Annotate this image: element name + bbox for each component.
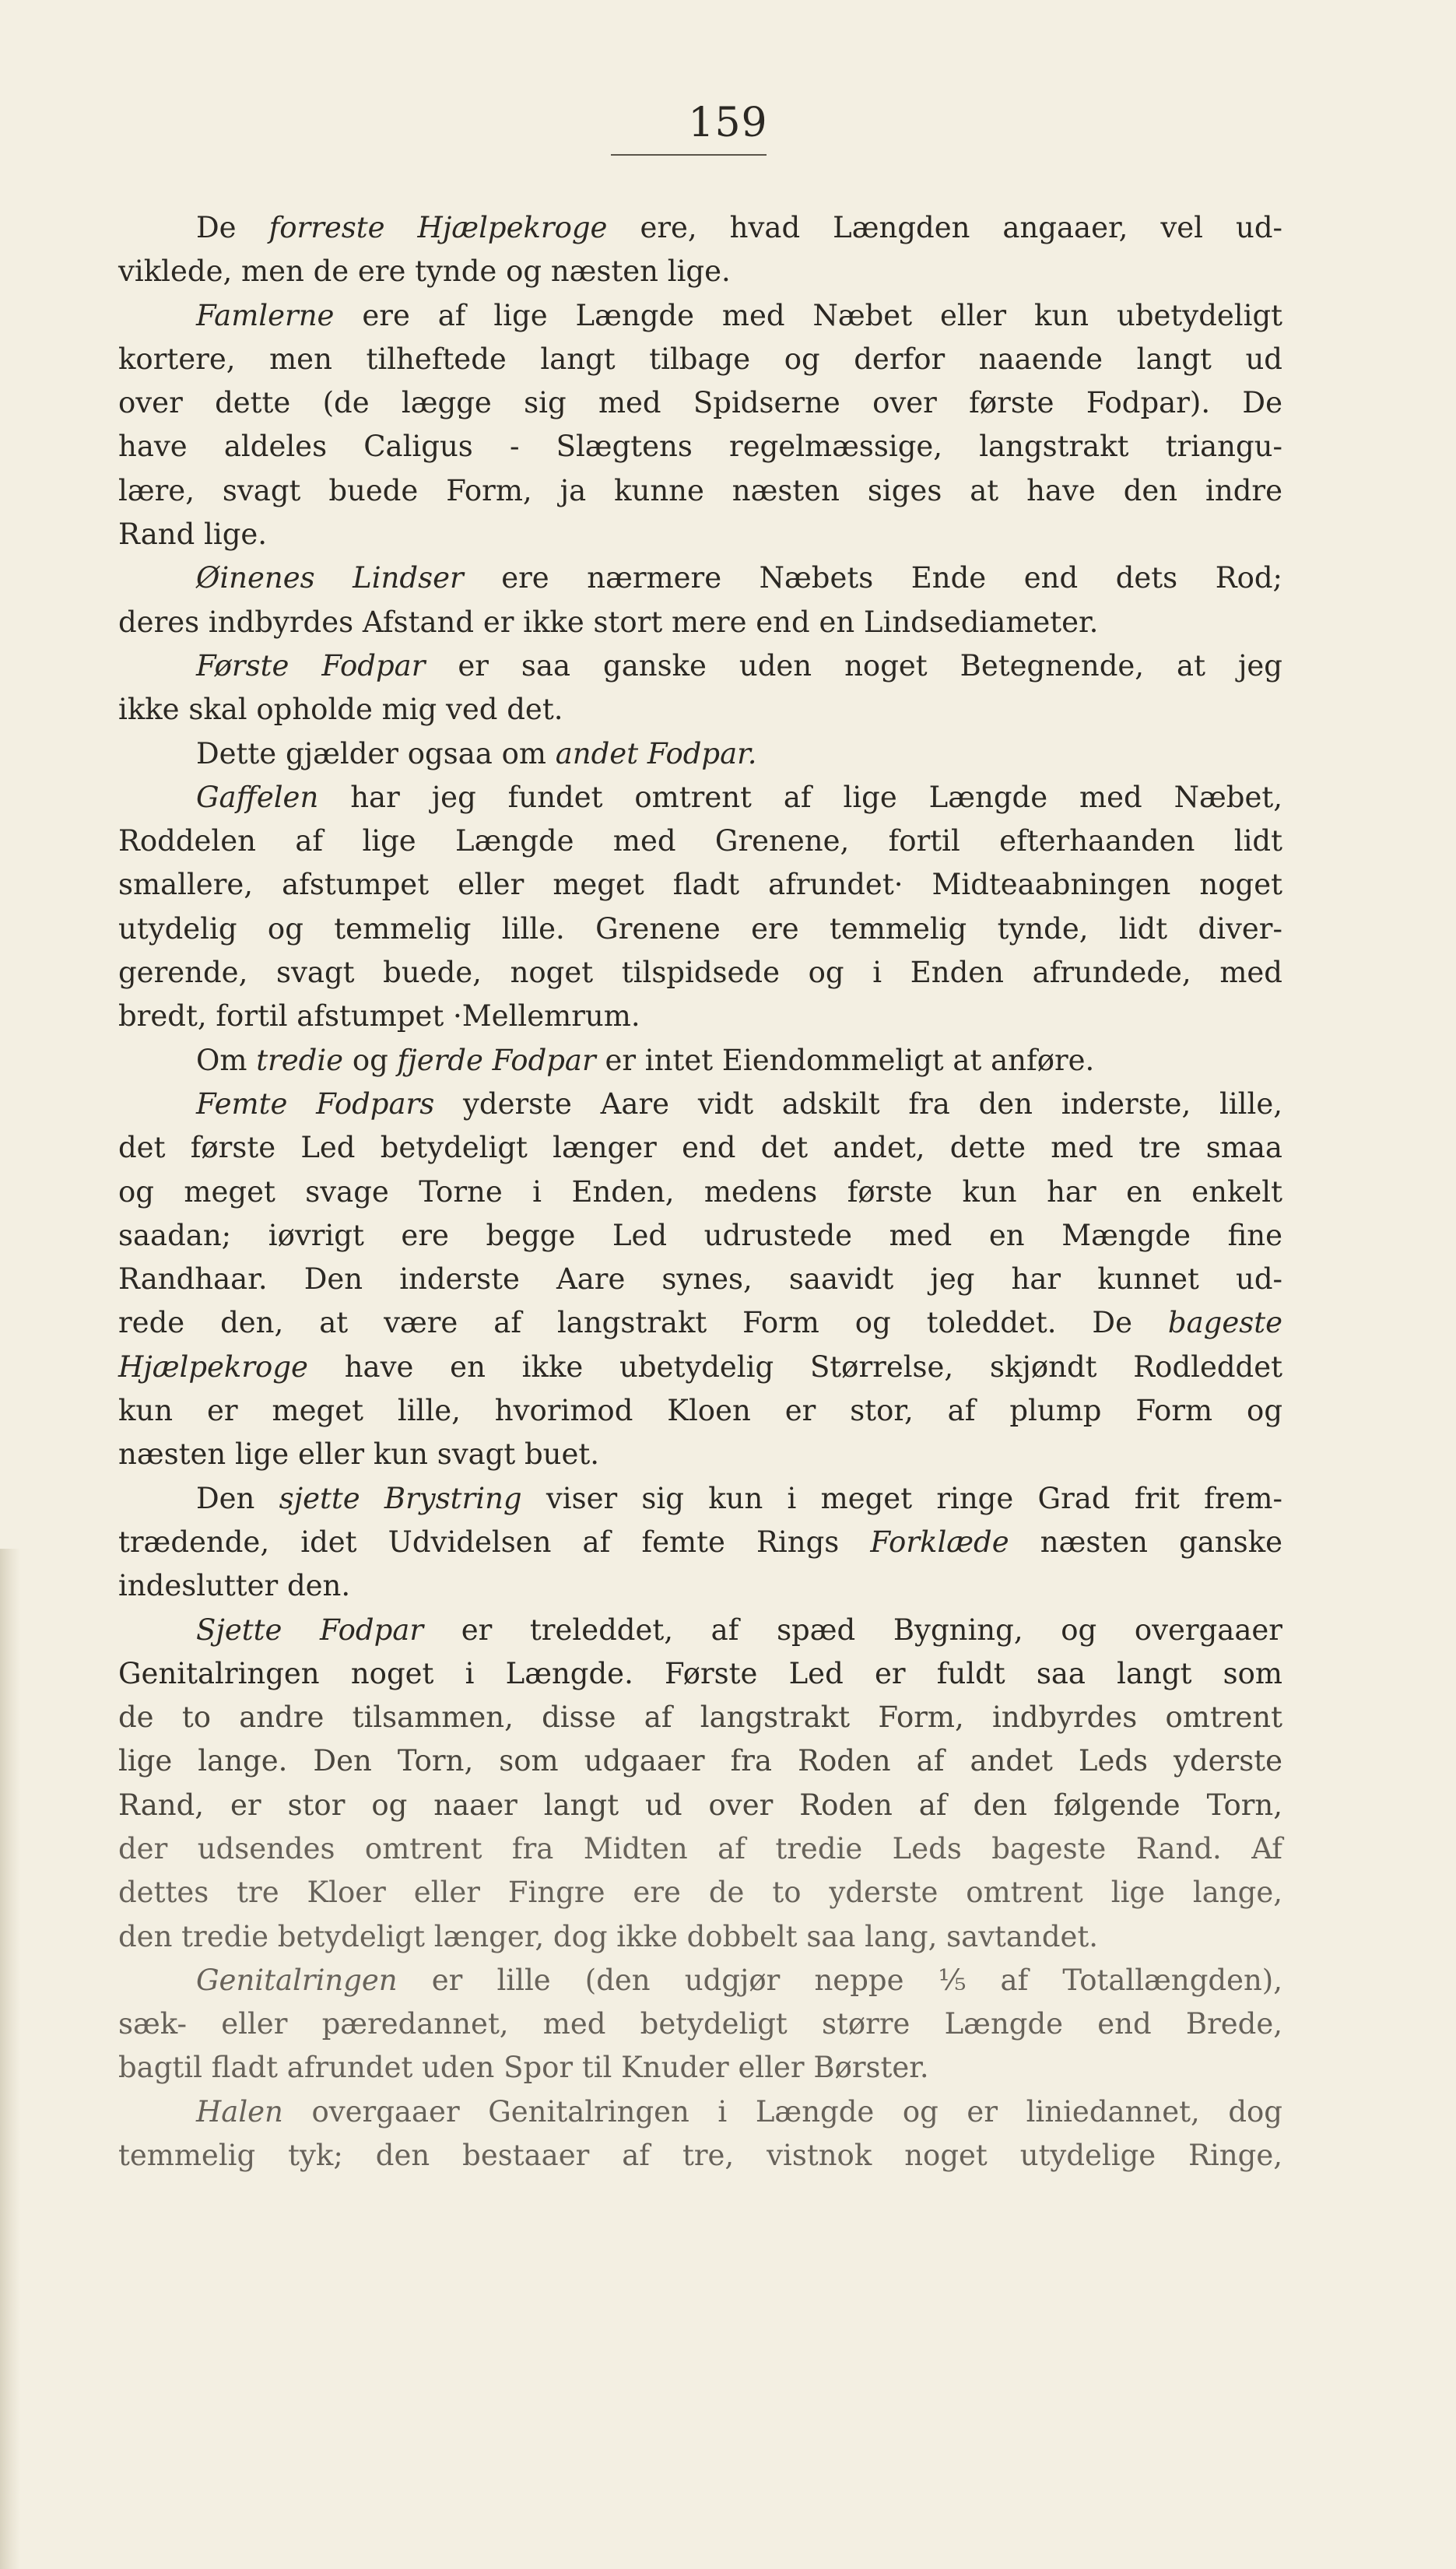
body-text xyxy=(118,206,1282,2178)
italic-term: andet Fodpar. xyxy=(555,736,757,770)
text-segment: lige lange. Den Torn, som udgaaer fra Roden af andet Leds yderste xyxy=(118,1744,1282,1778)
text-segment: indeslutter den. xyxy=(118,1569,351,1603)
italic-term: bageste xyxy=(1167,1306,1282,1340)
italic-term: Hjælpekroge xyxy=(118,1349,308,1384)
text-segment: er treleddet, af spæd Bygning, og overgaaer xyxy=(423,1613,1282,1647)
text-line xyxy=(118,732,1282,776)
text-line xyxy=(118,1564,1282,1608)
text-line xyxy=(118,1871,1282,1914)
italic-term: fjerde Fodpar xyxy=(397,1043,596,1077)
text-line xyxy=(118,601,1282,644)
text-segment: bagtil fladt afrundet uden Spor til Knuder eller Børster. xyxy=(118,2051,929,2085)
text-line xyxy=(118,206,1282,250)
text-segment: over dette (de lægge sig med Spidserne over første Fodpar). De xyxy=(118,386,1282,420)
text-segment: smallere, afstumpet eller meget fladt afrundet· Midteaabningen noget xyxy=(118,868,1282,902)
text-segment: saadan; iøvrigt ere begge Led udrustede med en Mængde fine xyxy=(118,1218,1282,1252)
text-segment: Randhaar. Den inderste Aare synes, saavidt jeg har kunnet ud- xyxy=(118,1262,1282,1297)
text-line xyxy=(118,1083,1282,1126)
text-segment: er lille (den udgjør neppe ⅕ af Totallængden), xyxy=(397,1963,1282,1997)
italic-term: Gaffelen xyxy=(196,780,319,814)
text-segment: den tredie betydeligt længer, dog ikke dobbelt saa lang, savtandet. xyxy=(118,1919,1099,1953)
text-segment: Genitalringen noget i Længde. Første Led er fuldt saa langt som xyxy=(118,1656,1282,1690)
text-line xyxy=(118,2090,1282,2134)
italic-term: forreste Hjælpekroge xyxy=(268,211,608,244)
text-line xyxy=(118,1739,1282,1783)
text-segment: og meget svage Torne i Enden, medens første kun har en enkelt xyxy=(118,1174,1282,1209)
text-line xyxy=(118,1301,1282,1345)
text-segment: har jeg fundet omtrent af lige Længde med Næbet, xyxy=(318,780,1282,814)
text-line xyxy=(118,1652,1282,1696)
text-segment: De xyxy=(196,211,269,244)
text-line xyxy=(118,2002,1282,2046)
italic-term: Famlerne xyxy=(196,298,335,332)
text-line xyxy=(118,776,1282,819)
text-segment: kortere, men tilheftede langt tilbage og derfor naaende langt ud xyxy=(118,342,1282,376)
text-line xyxy=(118,819,1282,863)
text-segment: lære, svagt buede Form, ja kunne næsten siges at have den indre xyxy=(118,473,1282,507)
text-line xyxy=(118,644,1282,688)
text-segment: kun er meget lille, hvorimod Kloen er stor, af plump Form og xyxy=(118,1394,1282,1428)
text-segment: er saa ganske uden noget Betegnende, at jeg xyxy=(425,648,1282,683)
text-line xyxy=(118,2134,1282,2178)
text-segment: de to andre tilsammen, disse af langstrakt Form, indbyrdes omtrent xyxy=(118,1700,1282,1735)
italic-term: tredie xyxy=(256,1043,344,1077)
text-line xyxy=(118,1214,1282,1258)
text-segment: Den xyxy=(196,1481,279,1515)
text-segment: Rand, er stor og naaer langt ud over Roden af den følgende Torn, xyxy=(118,1788,1282,1822)
text-line xyxy=(118,863,1282,907)
text-segment: viser sig kun i meget ringe Grad frit frem- xyxy=(521,1481,1282,1515)
text-line xyxy=(118,1039,1282,1083)
text-line xyxy=(118,1959,1282,2002)
italic-term: Første Fodpar xyxy=(196,648,426,683)
text-segment: der udsendes omtrent fra Midten af tredie Leds bageste Rand. Af xyxy=(118,1831,1282,1865)
text-line xyxy=(118,1784,1282,1827)
text-line xyxy=(118,1609,1282,1652)
text-line xyxy=(118,1170,1282,1214)
text-segment: Dette gjælder ogsaa om xyxy=(196,736,556,770)
text-segment: dettes tre Kloer eller Fingre ere de to yderste omtrent lige lange, xyxy=(118,1876,1282,1910)
text-line xyxy=(118,1696,1282,1739)
text-segment: sæk- eller pæredannet, med betydeligt større Længde end Brede, xyxy=(118,2007,1282,2041)
text-segment: yderste Aare vidt adskilt fra den inderste, lille, xyxy=(434,1086,1282,1121)
text-line xyxy=(118,1389,1282,1433)
text-line xyxy=(118,688,1282,732)
italic-term: Genitalringen xyxy=(196,1963,398,1997)
text-line xyxy=(118,381,1282,425)
page-number: 159 xyxy=(688,100,768,146)
page-edge-shadow xyxy=(0,1549,20,2569)
text-segment: trædende, idet Udvidelsen af femte Rings xyxy=(118,1525,871,1559)
text-segment: deres indbyrdes Afstand er ikke stort mere end en Lindsediameter. xyxy=(118,605,1099,639)
text-line xyxy=(118,1915,1282,1959)
text-segment: have en ikke ubetydelig Størrelse, skjøndt Rodleddet xyxy=(307,1349,1282,1384)
text-line xyxy=(118,1477,1282,1521)
text-segment: ikke skal opholde mig ved det. xyxy=(118,693,563,727)
text-segment: er intet Eiendommeligt at anføre. xyxy=(595,1043,1095,1077)
text-segment: og xyxy=(343,1043,398,1077)
text-line xyxy=(118,1827,1282,1871)
text-segment: ere, hvad Længden angaaer, vel ud- xyxy=(607,211,1283,244)
text-segment: næsten lige eller kun svagt buet. xyxy=(118,1437,600,1472)
text-line xyxy=(118,907,1282,951)
text-segment: utydelig og temmelig lille. Grenene ere temmelig tynde, lidt diver- xyxy=(118,911,1282,946)
italic-term: Sjette Fodpar xyxy=(196,1613,424,1647)
text-segment: ere nærmere Næbets Ende end dets Rod; xyxy=(463,561,1282,595)
text-line xyxy=(118,1433,1282,1476)
text-line xyxy=(118,1126,1282,1170)
text-segment: Rand lige. xyxy=(118,518,268,552)
text-segment: rede den, at være af langstrakt Form og toleddet. De xyxy=(118,1306,1168,1340)
text-segment: have aldeles Caligus - Slægtens regelmæssige, langstrakt triangu- xyxy=(118,430,1282,464)
text-line xyxy=(118,1258,1282,1301)
page-number-rule xyxy=(611,154,767,156)
italic-term: sjette Brystring xyxy=(279,1481,522,1515)
text-segment: gerende, svagt buede, noget tilspidsede og i Enden afrundede, med xyxy=(118,956,1282,990)
text-line xyxy=(118,338,1282,381)
text-line xyxy=(118,1521,1282,1564)
italic-term: Halen xyxy=(196,2094,283,2129)
text-line xyxy=(118,995,1282,1038)
text-line xyxy=(118,294,1282,338)
italic-term: Femte Fodpars xyxy=(196,1086,435,1121)
text-line xyxy=(118,556,1282,600)
text-line xyxy=(118,951,1282,995)
text-line xyxy=(118,469,1282,513)
text-line xyxy=(118,250,1282,293)
italic-term: Forklæde xyxy=(870,1525,1009,1559)
text-segment: temmelig tyk; den bestaaer af tre, vistnok noget utydelige Ringe, xyxy=(118,2139,1282,2173)
text-line xyxy=(118,2046,1282,2090)
text-segment: det første Led betydeligt længer end det andet, dette med tre smaa xyxy=(118,1131,1282,1165)
text-segment: overgaaer Genitalringen i Længde og er liniedannet, dog xyxy=(282,2094,1282,2129)
text-segment: Roddelen af lige Længde med Grenene, fortil efterhaanden lidt xyxy=(118,824,1282,858)
text-segment: viklede, men de ere tynde og næsten lige. xyxy=(118,254,731,289)
italic-term: Øinenes Lindser xyxy=(196,561,464,595)
text-segment: ere af lige Længde med Næbet eller kun ubetydeligt xyxy=(334,298,1282,332)
text-line xyxy=(118,513,1282,556)
text-segment: Om xyxy=(196,1043,257,1077)
text-segment: bredt, fortil afstumpet ·Mellemrum. xyxy=(118,999,640,1034)
text-line xyxy=(118,425,1282,469)
text-line xyxy=(118,1346,1282,1389)
text-segment: næsten ganske xyxy=(1009,1525,1283,1559)
